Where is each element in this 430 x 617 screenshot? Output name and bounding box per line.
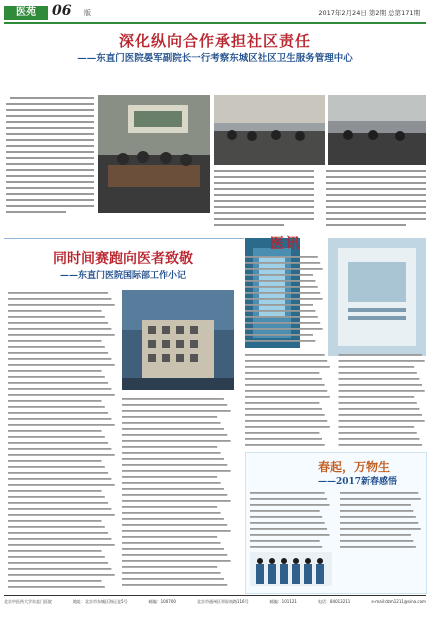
header-rule: [4, 22, 426, 24]
footer-email: e-mail:dzm1211@sina.com: [371, 599, 426, 604]
poetry-subtitle: ——2017新春感悟: [318, 477, 398, 487]
poetry-title: 春起，万物生: [318, 460, 391, 474]
article2-body-right: [122, 396, 234, 592]
article1-subtitle: ——东直门医院晏军副院长一行考察东城区社区卫生服务管理中心: [77, 53, 353, 64]
footer-address-2: 北京市通州区翠屏南路116号: [196, 599, 249, 604]
issue-date: 2017年2月24日 第2期 总第171期: [318, 9, 420, 17]
article1-photo-main: [98, 95, 210, 213]
footer-zip-2: 邮编：101121: [269, 599, 297, 604]
footer-zip: 邮编：100700: [148, 599, 176, 604]
footer: [4, 599, 426, 605]
article1-body-left: [6, 95, 94, 223]
article1-title: 深化纵向合作承担社区责任: [118, 32, 311, 50]
article2-photo-building: [122, 290, 234, 390]
article1-photo-right: [328, 95, 426, 165]
poetry-photo-group: [250, 552, 332, 586]
article2-subtitle: ——东直门医院国际部工作小记: [59, 271, 186, 281]
footer-org: 北京中医药大学东直门医院: [4, 599, 52, 604]
article2-title: 同时间赛跑向医者致敬: [53, 251, 193, 267]
masthead-logo: 医苑: [4, 6, 48, 20]
article2-body-left: [8, 290, 118, 590]
news-body-bottom: [245, 352, 426, 450]
footer-phone: 电话：84013211: [317, 599, 351, 604]
footer-rule: [4, 595, 426, 596]
footer-address: 地址：北京市东城区海运仓5号: [73, 599, 128, 604]
news-title: 医讯: [270, 236, 302, 252]
news-body-left: [245, 254, 325, 344]
page-number: 06: [52, 3, 72, 19]
article1-body-right-top: [214, 168, 426, 232]
news-photo-2: [328, 238, 426, 356]
section-divider: [4, 238, 244, 239]
article1-photo-top-right: [214, 95, 325, 165]
page-suffix: 版: [84, 9, 91, 17]
